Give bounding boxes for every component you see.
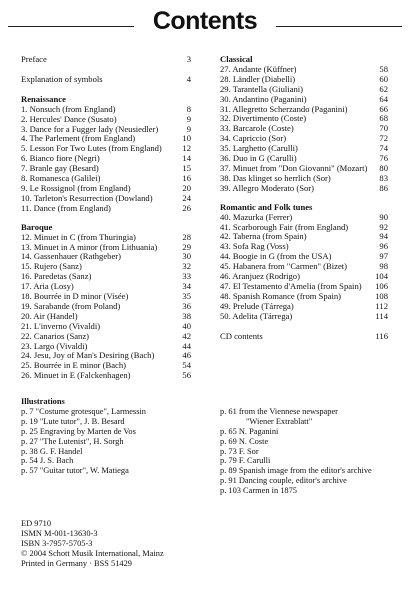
toc-entry-page: 9 (186, 123, 191, 134)
toc-entry-page: 96 (379, 241, 388, 252)
toc-left-column (21, 55, 191, 381)
illustration-ref: p. 91 Dancing couple, editor's archive (220, 476, 347, 486)
illustrations-left-list (21, 407, 206, 476)
illustration-ref: p. 54 J. S. Bach (21, 456, 74, 466)
toc-entry-title: 28. Ländler (Diabelli) (220, 74, 296, 84)
illustration-ref: p. 27 "The Lutenist", H. Sorgh (21, 436, 124, 446)
toc-entry-page: 74 (379, 143, 388, 154)
illustration-ref-continued: "Wiener Extrablatt" (246, 416, 313, 426)
toc-entry-title: 20. Air (Handel) (21, 311, 78, 321)
toc-entry[interactable] (220, 95, 388, 105)
toc-entry-title: 21. L'inverno (Vivaldi) (21, 321, 101, 331)
illustration-ref: p. 7 "Costume grotesque", Larmessin (21, 406, 146, 416)
toc-entry-page: 26 (182, 202, 191, 213)
toc-entry-page: 94 (379, 231, 388, 242)
toc-entry-page: 68 (379, 113, 388, 124)
illustration-ref: p. 38 G. F. Handel (21, 446, 83, 456)
page-title: Contents (152, 7, 258, 35)
title-rule-left (8, 26, 134, 27)
section-heading-classical: Classical (220, 54, 253, 64)
toc-entry[interactable] (21, 262, 191, 272)
toc-entry-page: 4 (186, 73, 191, 84)
toc-entry-page: 33 (182, 271, 191, 282)
toc-entry[interactable] (220, 223, 388, 233)
toc-entry-title: 50. Adelita (Tárrega) (220, 311, 293, 321)
toc-entry-page: 40 (182, 320, 191, 331)
toc-entry-title: 2. Hercules' Dance (Susato) (21, 114, 117, 124)
toc-entry-page: 34 (182, 281, 191, 292)
toc-entry-title: 29. Tarantella (Giuliani) (220, 84, 303, 94)
toc-entry-title: 16. Paredetas (Sanz) (21, 272, 92, 282)
imprint-copyright: © 2004 Schott Musik International, Mainz (21, 548, 164, 558)
imprint-isbn: ISBN 3-7957-5705-3 (21, 538, 93, 548)
toc-entry-title: 40. Mazurka (Ferrer) (220, 212, 293, 222)
toc-entry-title: 43. Sofa Rag (Voss) (220, 242, 289, 252)
toc-entry[interactable] (21, 184, 191, 194)
toc-entry-page: 16 (182, 173, 191, 184)
toc-entry-title: 25. Bourrée in E minor (Bach) (21, 361, 127, 371)
toc-entry[interactable] (220, 252, 388, 262)
toc-entry[interactable] (220, 134, 388, 144)
toc-entry-title: 27. Andante (Küffner) (220, 64, 297, 74)
toc-entry[interactable] (220, 262, 388, 272)
toc-entry-title: 15. Rujero (Sanz) (21, 262, 82, 272)
toc-entry[interactable] (220, 85, 388, 95)
toc-entry[interactable] (21, 292, 191, 302)
illustration-ref: p. 57 "Guitar tutor", W. Matiega (21, 466, 129, 476)
toc-entry-title: 49. Prelude (Tárrega) (220, 301, 294, 311)
toc-entry-title: 12. Minuet in C (from Thuringia) (21, 232, 136, 242)
toc-entry[interactable] (21, 312, 191, 322)
toc-entry-page: 97 (379, 251, 388, 262)
toc-entry-title: 11. Dance (from England) (21, 203, 111, 213)
toc-entry-page: 42 (182, 330, 191, 341)
toc-entry-page: 20 (182, 182, 191, 193)
toc-entry-title: 26. Minuet in E (Falckenhagen) (21, 371, 131, 381)
toc-entry-page: 72 (379, 133, 388, 144)
toc-entry-page: 112 (375, 300, 388, 311)
toc-entry[interactable] (21, 322, 191, 332)
toc-entry-page: 64 (379, 93, 388, 104)
toc-entry[interactable] (21, 194, 191, 204)
toc-entry[interactable] (21, 204, 191, 214)
illustration-ref: p. 73 F. Sor (220, 446, 259, 456)
toc-entry[interactable] (220, 282, 388, 292)
toc-entry-title: 19. Sarabande (from Poland) (21, 301, 121, 311)
illustration-ref: p. 89 Spanish image from the editor's archive (220, 466, 372, 476)
toc-entry-title: 8. Romanesca (Galilei) (21, 174, 101, 184)
toc-entry[interactable] (21, 243, 191, 253)
toc-entry-page: 86 (379, 182, 388, 193)
illustration-ref: p. 65 N. Paganini (220, 426, 279, 436)
toc-entry[interactable] (220, 124, 388, 134)
toc-entry[interactable] (21, 164, 191, 174)
toc-entry[interactable] (220, 292, 388, 302)
toc-entry-title: 23. Largo (Vivaldi) (21, 341, 88, 351)
toc-entry-title: Explanation of symbols (21, 74, 103, 84)
illustrations-right (220, 397, 400, 496)
toc-entry-page: 83 (379, 172, 388, 183)
toc-entry-page: 90 (379, 211, 388, 222)
toc-entry-title: 24. Jesu, Joy of Man's Desiring (Bach) (21, 351, 155, 361)
toc-entry[interactable] (21, 351, 191, 361)
illustration-ref: p. 25 Engraving by Marten de Vos (21, 426, 136, 436)
imprint-printed: Printed in Germany · BSS 51429 (21, 558, 132, 568)
toc-entry[interactable] (220, 242, 388, 252)
imprint-ed-number: ED 9710 (21, 519, 52, 528)
toc-entry[interactable] (220, 302, 388, 312)
toc-entry[interactable] (220, 75, 388, 85)
toc-entry-title: 22. Canarios (Sanz) (21, 331, 90, 341)
toc-entry[interactable] (220, 272, 388, 282)
toc-entry-page: 92 (379, 221, 388, 232)
toc-entry-title: 1. Nonsuch (from England) (21, 104, 116, 114)
toc-entry-page: 58 (379, 63, 388, 74)
toc-entry[interactable] (220, 312, 388, 322)
toc-entry-title: 7. Branle gay (Besard) (21, 164, 99, 174)
illustration-ref: p. 79 F. Carulli (220, 456, 271, 466)
toc-entry-page: 30 (182, 251, 191, 262)
toc-entry-page: 108 (375, 290, 388, 301)
toc-entry[interactable] (21, 342, 191, 352)
toc-entry-page: 98 (379, 261, 388, 272)
toc-entry-title: CD contents (220, 331, 263, 341)
toc-entry-page: 114 (375, 310, 388, 321)
toc-entry-title: 48. Spanish Romance (from Spain) (220, 291, 342, 301)
toc-entry[interactable] (220, 174, 388, 184)
toc-entry-title: 46. Aranjuez (Rodrigo) (220, 272, 300, 282)
toc-entry-page: 28 (182, 231, 191, 242)
toc-entry[interactable] (21, 115, 191, 125)
toc-entry-page: 76 (379, 153, 388, 164)
toc-entry-title: 42. Taberna (from Spain) (220, 232, 307, 242)
illustration-ref: p. 69 N. Coste (220, 436, 269, 446)
toc-entry-title: 37. Minuet from "Don Giovanni" (Mozart) (220, 163, 368, 173)
toc-entry-title: 6. Bianco fiore (Negri) (21, 154, 100, 164)
toc-entry[interactable] (21, 174, 191, 184)
baroque-list (21, 233, 191, 382)
toc-entry[interactable] (220, 213, 388, 223)
toc-entry[interactable] (21, 332, 191, 342)
imprint (21, 519, 164, 569)
toc-entry-page: 14 (182, 153, 191, 164)
toc-entry-page: 9 (186, 113, 191, 124)
toc-entry-title: 14. Gassenhauer (Rathgeber) (21, 252, 121, 262)
toc-entry-page: 32 (182, 261, 191, 272)
toc-entry[interactable] (220, 105, 388, 115)
section-heading-renaissance: Renaissance (21, 93, 66, 104)
toc-entry[interactable] (21, 302, 191, 312)
renaissance-list (21, 105, 191, 214)
toc-entry-title: 3. Dance for a Fugger lady (Neusiedler) (21, 124, 159, 134)
illustration-ref: p. 61 from the Viennese newspaper (220, 406, 338, 416)
toc-entry-page: 35 (182, 291, 191, 302)
imprint-ismn: ISMN M-001-13630-3 (21, 528, 98, 538)
toc-entry[interactable] (21, 272, 191, 282)
toc-entry[interactable] (220, 114, 388, 124)
illustrations-heading: Illustrations (21, 397, 65, 406)
section-heading-romantic: Romantic and Folk tunes (220, 201, 313, 212)
toc-entry-page: 116 (375, 330, 388, 341)
toc-entry[interactable] (220, 65, 388, 75)
title-row (0, 6, 410, 36)
toc-entry[interactable] (21, 282, 191, 292)
toc-entry-page: 60 (379, 73, 388, 84)
title-rule-right (276, 26, 402, 27)
toc-entry[interactable] (21, 144, 191, 154)
toc-entry-symbols[interactable] (21, 75, 191, 85)
toc-entry[interactable] (21, 361, 191, 371)
toc-entry[interactable] (21, 252, 191, 262)
toc-entry-title: 47. El Testamento d'Amelia (from Spain) (220, 281, 362, 291)
toc-entry-title: 36. Duo in G (Carulli) (220, 154, 297, 164)
toc-entry-page: 36 (182, 300, 191, 311)
toc-entry-page: 38 (182, 310, 191, 321)
toc-entry-title: 45. Habanera from "Carmen" (Bizet) (220, 262, 348, 272)
toc-entry-page: 106 (375, 280, 388, 291)
toc-entry-title: 4. The Parlement (from England) (21, 134, 136, 144)
illustration-ref: p. 19 "Lute tutor", J. B. Besard (21, 416, 125, 426)
toc-entry-title: 33. Barcarole (Coste) (220, 124, 294, 134)
toc-entry-title: 41. Scarborough Fair (from England) (220, 222, 349, 232)
toc-entry-page: 80 (379, 162, 388, 173)
toc-entry-page: 8 (186, 103, 191, 114)
romantic-list (220, 213, 388, 322)
toc-entry-title: 39. Allegro Moderato (Sor) (220, 183, 315, 193)
toc-entry-page: 15 (182, 163, 191, 174)
toc-entry[interactable] (220, 184, 388, 194)
toc-entry-page: 62 (379, 83, 388, 94)
toc-entry-title: 38. Das klinget so herrlich (Sor) (220, 173, 331, 183)
toc-entry-page: 46 (182, 350, 191, 361)
toc-entry-title: 44. Boogie in G (from the USA) (220, 252, 332, 262)
illustrations-left (21, 397, 206, 476)
toc-entry-page: 54 (182, 360, 191, 371)
toc-entry-title: 35. Larghetto (Carulli) (220, 144, 298, 154)
toc-entry-title: 31. Allegretto Scherzando (Paganini) (220, 104, 348, 114)
toc-entry-page: 12 (182, 143, 191, 154)
toc-entry[interactable] (220, 232, 388, 242)
toc-entry[interactable] (21, 134, 191, 144)
toc-entry-title: 9. Le Rossignol (from England) (21, 183, 131, 193)
toc-entry-page: 10 (182, 133, 191, 144)
toc-entry-preface[interactable] (21, 55, 191, 65)
toc-entry[interactable] (220, 164, 388, 174)
toc-entry-title: 30. Andantino (Paganini) (220, 94, 307, 104)
illustration-ref: p. 103 Carmen in 1875 (220, 486, 297, 496)
toc-entry-page: 56 (182, 370, 191, 381)
toc-entry[interactable] (220, 154, 388, 164)
toc-entry[interactable] (21, 233, 191, 243)
toc-entry-page: 3 (186, 54, 191, 64)
toc-entry-title: 34. Capriccio (Sor) (220, 134, 287, 144)
toc-right-column (220, 55, 388, 341)
toc-entry-page: 44 (182, 340, 191, 351)
toc-entry-page: 66 (379, 103, 388, 114)
toc-entry-title: 13. Minuet in A minor (from Lithuania) (21, 242, 158, 252)
toc-entry[interactable] (220, 144, 388, 154)
toc-entry[interactable] (21, 125, 191, 135)
toc-entry-title: Preface (21, 55, 47, 64)
toc-entry-title: 5. Lesson For Two Lutes (from England) (21, 144, 162, 154)
toc-entry[interactable] (21, 105, 191, 115)
toc-entry-title: 32. Divertimento (Coste) (220, 114, 307, 124)
toc-entry[interactable] (21, 154, 191, 164)
toc-entry[interactable] (21, 371, 191, 381)
toc-entry-page: 24 (182, 192, 191, 203)
toc-entry-page: 29 (182, 241, 191, 252)
toc-entry-page: 70 (379, 123, 388, 134)
toc-entry-title: 18. Bourrée in D minor (Visée) (21, 292, 129, 302)
toc-entry-title: 10. Tarleton's Resurrection (Dowland) (21, 193, 153, 203)
toc-entry-page: 104 (375, 271, 388, 282)
section-heading-baroque: Baroque (21, 221, 53, 232)
toc-entry-cd-contents[interactable] (220, 332, 388, 342)
classical-list (220, 65, 388, 194)
toc-entry-title: 17. Aria (Losy) (21, 282, 74, 292)
